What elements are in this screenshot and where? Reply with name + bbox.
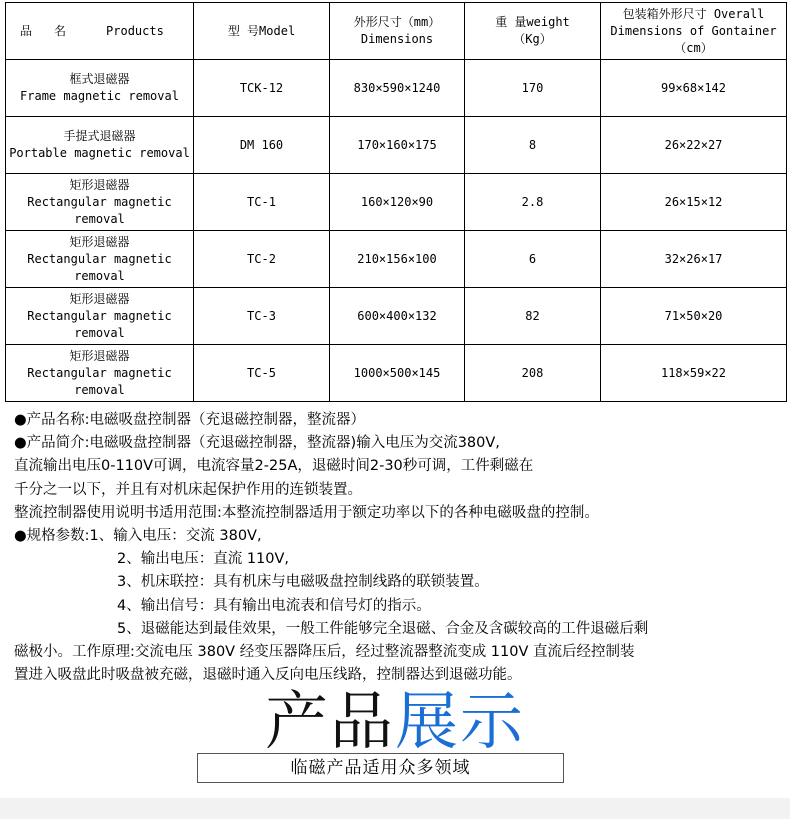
product-name-cn: 矩形退磁器 (69, 291, 130, 306)
cell-model: TC-1 (194, 174, 330, 231)
product-name-cn: 手提式退磁器 (63, 129, 136, 143)
description-line: ●规格参数:1、输入电压：交流 380V, (14, 528, 262, 545)
application-banner (197, 753, 564, 783)
description-line: 5、退磁能达到最佳效果，一般工件能够完全退磁、合金及含碳较高的工件退磁后剩 (117, 620, 649, 637)
header-weight-line2: （Kg） (513, 32, 552, 46)
description-tail-lines (14, 641, 784, 687)
showcase-title-blue: 展示 (395, 685, 525, 758)
bottom-strip (0, 798, 790, 819)
cell-weight: 2.8 (465, 174, 601, 231)
application-banner-text: 临磁产品适用众多领域 (290, 758, 471, 778)
cell-package-dimensions: 26×15×12 (601, 174, 787, 231)
cell-product-name (6, 60, 194, 117)
description-line: 4、输出信号：具有输出电流表和信号灯的指示。 (117, 597, 431, 614)
table-row (6, 60, 787, 117)
description-line: 2、输出电压：直流 110V, (117, 551, 290, 568)
header-product-cn: 品名 (20, 23, 89, 38)
description-line: 3、机床联控：具有机床与电磁吸盘控制线路的联锁装置。 (117, 574, 489, 591)
header-package-line2: Dimensions of Gontainer (610, 23, 777, 38)
product-name-en: removal (74, 325, 125, 340)
description-main-lines (14, 409, 784, 548)
header-package (601, 3, 787, 60)
header-package-line1: 包装箱外形尺寸 Overall (622, 6, 765, 21)
header-model (194, 3, 330, 60)
header-weight (465, 3, 601, 60)
product-name-en: Rectangular magnetic (27, 308, 172, 323)
description-spec-lines (14, 548, 784, 641)
cell-weight: 8 (465, 117, 601, 174)
header-product-en: Products (106, 23, 164, 38)
product-name-cn: 矩形退磁器 (69, 234, 130, 249)
description-line: ●产品名称:电磁吸盘控制器（充退磁控制器，整流器） (14, 412, 366, 428)
showcase-title-dark: 产品 (265, 685, 395, 758)
product-showcase-title (0, 684, 790, 760)
product-name-cn: 矩形退磁器 (69, 177, 130, 192)
cell-product-name (6, 174, 194, 231)
cell-dimensions: 1000×500×145 (330, 345, 465, 402)
product-name-en: Rectangular magnetic (27, 251, 172, 266)
description-line: 直流输出电压0-110V可调，电流容量2-25A，退磁时间2-30秒可调，工件剩磁在 (14, 458, 534, 475)
product-name-cn: 矩形退磁器 (69, 348, 130, 363)
cell-model: TC-5 (194, 345, 330, 402)
cell-dimensions: 160×120×90 (330, 174, 465, 231)
cell-weight: 6 (465, 231, 601, 288)
table-row (6, 174, 787, 231)
table-row (6, 345, 787, 402)
cell-product-name (6, 288, 194, 345)
cell-model: TC-3 (194, 288, 330, 345)
cell-package-dimensions: 118×59×22 (601, 345, 787, 402)
cell-product-name (6, 117, 194, 174)
cell-dimensions: 210×156×100 (330, 231, 465, 288)
table-header-row (6, 3, 787, 60)
header-dimensions (330, 3, 465, 60)
description-line: 磁极小。工作原理:交流电压 380V 经变压器降压后，经过整流器整流变成 110V 直流后经控制装 (14, 644, 635, 661)
header-weight-line1: 重 量weight (495, 15, 570, 29)
cell-product-name (6, 345, 194, 402)
cell-weight: 170 (465, 60, 601, 117)
product-name-en: removal (74, 382, 125, 397)
cell-weight: 208 (465, 345, 601, 402)
description-line: 置进入吸盘此时吸盘被充磁，退磁时通入反向电压线路，控制器达到退磁功能。 (14, 667, 522, 684)
cell-dimensions: 170×160×175 (330, 117, 465, 174)
cell-package-dimensions: 99×68×142 (601, 60, 787, 117)
product-name-en: removal (74, 268, 125, 283)
product-name-en: Rectangular magnetic (27, 194, 172, 209)
cell-dimensions: 830×590×1240 (330, 60, 465, 117)
cell-model: TCK-12 (194, 60, 330, 117)
product-name-cn: 框式退磁器 (69, 72, 130, 86)
cell-weight: 82 (465, 288, 601, 345)
header-model-en: Model (259, 23, 296, 38)
product-name-en: Frame magnetic removal (20, 89, 179, 103)
table-row (6, 288, 787, 345)
cell-model: DM 160 (194, 117, 330, 174)
product-name-en: removal (74, 211, 125, 226)
spec-table (5, 2, 787, 402)
cell-package-dimensions: 71×50×20 (601, 288, 787, 345)
header-model-cn: 型 号 (227, 23, 260, 38)
product-description (14, 409, 784, 687)
table-row (6, 117, 787, 174)
header-dimensions-line2: Dimensions (360, 32, 434, 46)
cell-model: TC-2 (194, 231, 330, 288)
description-line: ●产品简介:电磁吸盘控制器（充退磁控制器，整流器)输入电压为交流380V, (14, 435, 500, 452)
header-dimensions-line1: 外形尺寸（mm） (353, 15, 441, 29)
product-name-en: Rectangular magnetic (27, 365, 172, 380)
cell-dimensions: 600×400×132 (330, 288, 465, 345)
header-package-line3: （cm） (674, 40, 713, 55)
product-name-en: Portable magnetic removal (9, 146, 190, 160)
cell-package-dimensions: 32×26×17 (601, 231, 787, 288)
description-line: 整流控制器使用说明书适用范围:本整流控制器适用于额定功率以下的各种电磁吸盘的控制。 (14, 504, 599, 521)
description-line: 千分之一以下，并且有对机床起保护作用的连锁装置。 (14, 481, 362, 498)
cell-product-name (6, 231, 194, 288)
header-product (6, 3, 194, 60)
table-row (6, 231, 787, 288)
cell-package-dimensions: 26×22×27 (601, 117, 787, 174)
table-body (6, 60, 787, 402)
